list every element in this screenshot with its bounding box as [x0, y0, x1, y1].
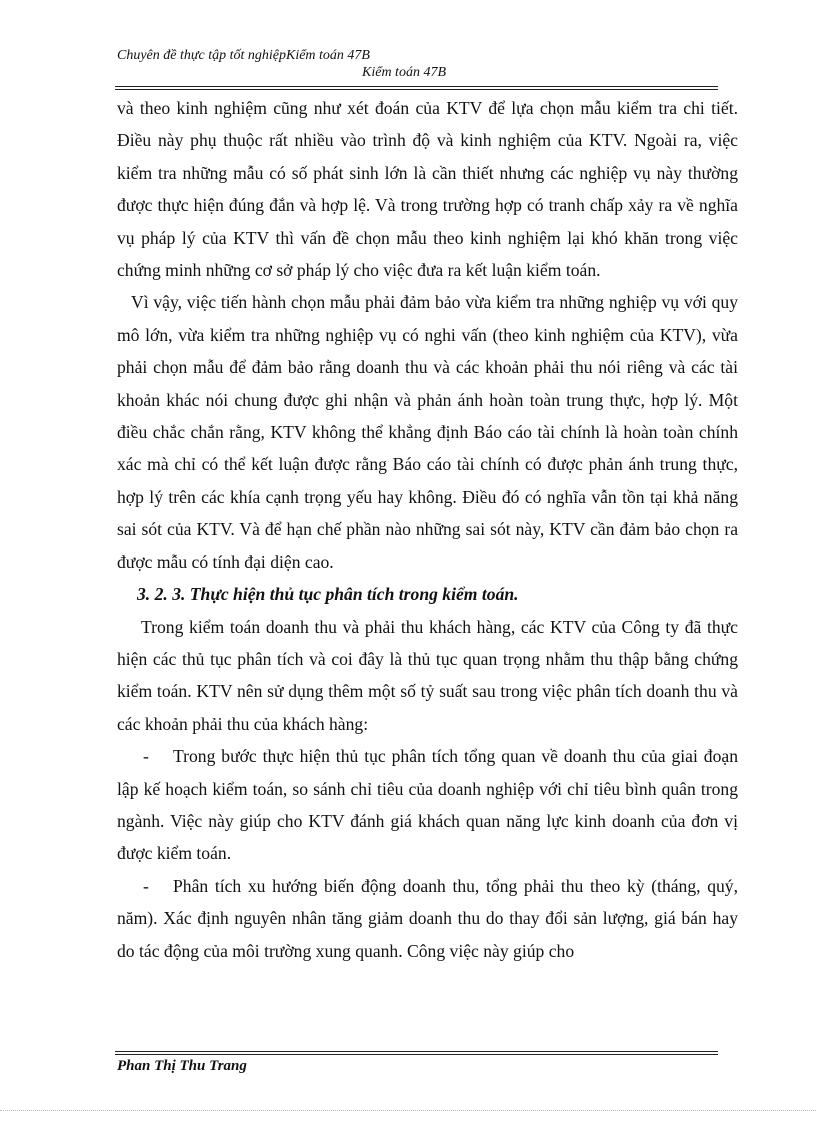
- page-boundary: [0, 1110, 816, 1111]
- document-body: [117, 92, 738, 967]
- footer-divider: [115, 1051, 718, 1055]
- footer-author: Phan Thị Thu Trang: [117, 1058, 247, 1074]
- bullet-item: [117, 870, 738, 967]
- bullet-item: [117, 740, 738, 870]
- paragraph-sampling: Vì vậy, việc tiến hành chọn mẫu phải đảm bảo vừa kiểm tra những nghiệp vụ với quy mô lớn, vừa kiểm tra những nghiệp vụ có nghi vấn (theo kinh nghiệm của KTV), vừa phải chọn mẫu để đảm bảo rằng doanh thu và các khoản phải thu nói riêng và các tài khoản khác nói chung được ghi nhận và phản ánh hoàn toàn trung thực, hợp lý. Một điều chắc chắn rằng, KTV không thể khẳng định Báo cáo tài chính là hoàn toàn chính xác mà chỉ có thể kết luận được rằng Báo cáo tài chính có được phản ánh trung thực, hợp lý trên các khía cạnh trọng yếu hay không. Điều đó có nghĩa vẫn tồn tại khả năng sai sót của KTV. Và để hạn chế phần nào những sai sót này, KTV cần đảm bảo chọn ra được mẫu có tính đại diện cao.: [117, 292, 738, 572]
- bullet-marker: -: [143, 875, 149, 896]
- header-divider: [115, 86, 718, 90]
- section-heading: 3. 2. 3. Thực hiện thủ tục phân tích trong kiểm toán.: [137, 584, 519, 605]
- paragraph-analysis: Trong kiểm toán doanh thu và phải thu khách hàng, các KTV của Công ty đã thực hiện các thủ tục phân tích và coi đây là thủ tục quan trọng nhằm thu thập bằng chứng kiểm toán. KTV nên sử dụng thêm một số tỷ suất sau trong việc phân tích doanh thu và các khoản phải thu của khách hàng:: [117, 616, 738, 734]
- header-subtitle: Kiểm toán 47B: [362, 65, 446, 80]
- bullet-marker: -: [143, 746, 149, 767]
- bullet-text: Phân tích xu hướng biến động doanh thu, tổng phải thu theo kỳ (tháng, quý, năm). Xác định nguyên nhân tăng giảm doanh thu do thay đổi sản lượng, giá bán hay do tác động của môi trường xung quanh. Công việc này giúp cho: [117, 875, 738, 961]
- header-title: Chuyên đề thực tập tốt nghiệpKiểm toán 47B: [117, 48, 370, 63]
- bullet-text: Trong bước thực hiện thủ tục phân tích tổng quan về doanh thu của giai đoạn lập kế hoạch kiểm toán, so sánh chỉ tiêu của doanh nghiệp với chỉ tiêu bình quân trong ngành. Việc này giúp cho KTV đánh giá khách quan năng lực kinh doanh của đơn vị được kiểm toán.: [117, 746, 738, 864]
- page-header: [117, 48, 717, 80]
- paragraph-continuation: và theo kinh nghiệm cũng như xét đoán của KTV để lựa chọn mẫu kiểm tra chi tiết. Điều này phụ thuộc rất nhiều vào trình độ và kinh nghiệm của KTV. Ngoài ra, việc kiểm tra những mẫu có số phát sinh lớn là cần thiết nhưng các nghiệp vụ này thường được thực hiện đúng đắn và hợp lệ. Và trong trường hợp có tranh chấp xảy ra về nghĩa vụ pháp lý của KTV thì vấn đề chọn mẫu theo kinh nghiệm lại khó khăn trong việc chứng minh những cơ sở pháp lý cho việc đưa ra kết luận kiểm toán.: [117, 98, 738, 281]
